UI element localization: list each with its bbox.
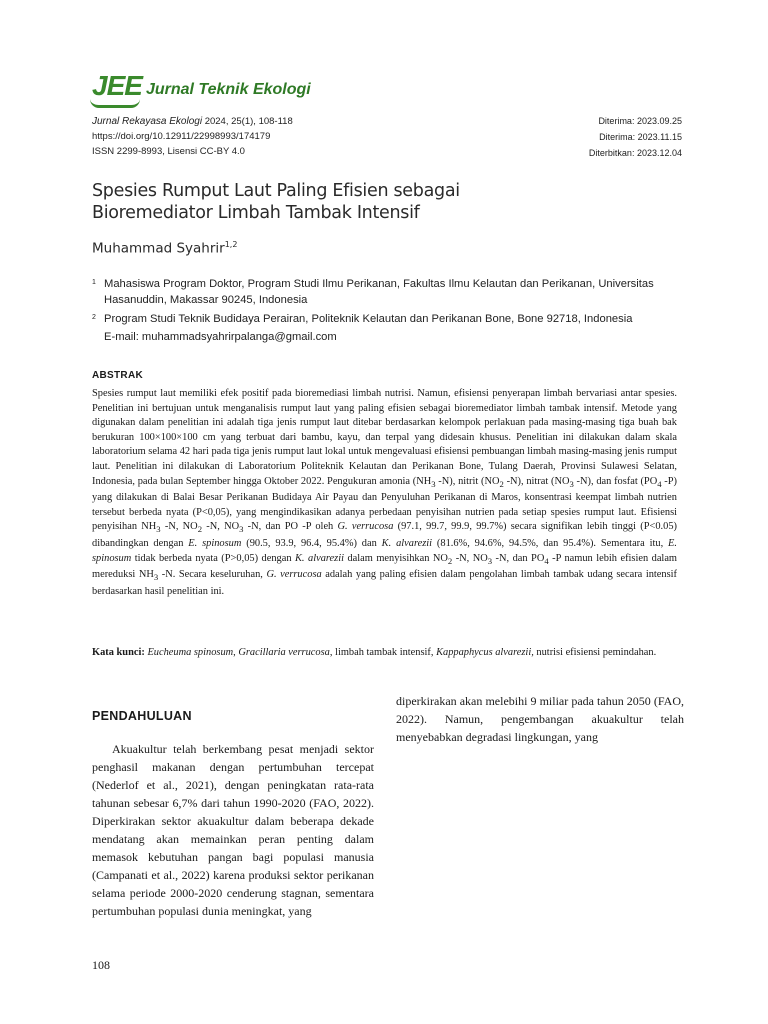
journal-meta — [92, 114, 293, 159]
affiliation-number: 2 — [92, 314, 96, 321]
title-line: Bioremediator Limbah Tambak Intensif — [92, 203, 420, 223]
journal-logo — [92, 72, 311, 100]
page-number: 108 — [92, 958, 110, 972]
logo-abbr: JEE — [92, 72, 142, 100]
date-received: Diterima: 2023.09.25 — [598, 116, 682, 126]
logo-name: Jurnal Teknik Ekologi — [145, 81, 311, 98]
title-line: Spesies Rumput Laut Paling Efisien sebagai — [92, 181, 460, 201]
journal-info: 2024, 25(1), 108-118 — [202, 116, 293, 127]
doi-link[interactable]: https://doi.org/10.12911/22998993/174179 — [92, 131, 271, 142]
affiliation-number: 1 — [92, 279, 96, 286]
issn: ISSN 2299-8993, Lisensi CC-BY 4.0 — [92, 146, 245, 157]
article-title — [92, 180, 652, 224]
affiliation-text: Program Studi Teknik Budidaya Perairan, Politeknik Kelautan dan Perikanan Bone, Bone 92718, Indonesia — [104, 313, 633, 325]
journal-name: Jurnal Rekayasa Ekologi — [92, 116, 203, 127]
date-published: Diterbitkan: 2023.12.04 — [588, 148, 682, 158]
journal-citation — [92, 114, 293, 129]
author — [92, 240, 237, 257]
author-affil-ref: 1,2 — [224, 240, 238, 249]
author-email[interactable]: E-mail: muhammadsyahrirpalanga@gmail.com — [104, 330, 337, 343]
section-heading-introduction: PENDAHULUAN — [92, 709, 192, 723]
article-dates — [589, 113, 682, 161]
abstract-text: Spesies rumput laut memiliki efek positif pada bioremediasi limbah nutrisi. Namun, efisiensi penyerapan limbah bervariasi antar spesies. Penelitian ini bertujuan untuk menganalisis rumput laut yang paling efisien sebagai bioremediator limbah tambak intensif. Metode yang digunakan dalam penelitian ini adalah tiga jenis rumput laut ditebar berdasarkan kelompok perlakuan pada masing-masing tiga buah bak berukuran 100×100×100 cm yang terbuat dari bambu, kayu, dan terpal yang didesain khusus. Penelitian ini dilakukan dalam skala laboratorium selama 42 hari pada tiga jenis rumput laut lokal untuk mengevaluasi efisiensi pembuangan limbah masing-masing jenis rumput laut. Penelitian ini dilakukan di Laboratorium Politeknik Kelautan dan Perikanan Bone, Tulang Daerah, Provinsi Sulawesi Selatan, Indonesia, pada bulan September hingga Oktober 2022. Pengukuran amonia ($NH_3$ -N), nitrit ($NO_2$ -N), nitrat ($NO_3$ -N), dan fosfat ($PO_4$ -P) yang dilakukan di Balai Besar Perikanan Budidaya Air Payau dan Penyuluhan Perikanan di Maros, konsentrasi keempat limbah nutrien tersebut berbeda nyata (P<0,05), yang mengindikasikan adanya perbedaan penyisihan nutrien pada setiap spesies rumput laut. Efisiensi penyisihan $NH_3$ -N, $NO_2$ -N, $NO_3$ -N, dan PO -P oleh G. verrucosa (97.1, 99.7, 99.9, 99.7%) secara signifikan lebih tinggi (P<0.05) dibandingkan dengan E. spinosum (90.5, 93.9, 96.4, 95.4%) dan K. alvarezii (81.6%, 94.6%, 94.5%, dan 95.4%). Sementara itu, E. spinosum tidak berbeda nyata (P>0,05) dengan K. alvarezii dalam menyisihkan $NO_2$ -N, $NO_3$ -N, dan $PO_4$ -P namun lebih efisien dalam mereduksi $NH_3$ -N. Secara keseluruhan, G. verrucosa adalah yang paling efisien dalam pengolahan limbah tambak udang secara intensif berdasarkan hasil penelitian ini. — [92, 388, 678, 598]
affiliation-text: Mahasiswa Program Doktor, Program Studi Ilmu Perikanan, Fakultas Ilmu Kelautan dan Perikanan, Universitas Hasanuddin, Makassar 90245, Indonesia — [104, 278, 654, 306]
affiliation-item — [92, 312, 692, 328]
abstract-heading: ABSTRAK — [92, 370, 143, 381]
body-text-right-column: diperkirakan akan melebihi 9 miliar pada tahun 2050 (FAO, 2022). Namun, pengembangan akuakultur telah menyebabkan degradasi lingkungan, yang — [396, 694, 684, 744]
affiliations — [92, 277, 692, 345]
affiliation-item — [92, 277, 692, 308]
keywords-label: Kata kunci: — [92, 647, 145, 658]
date-accepted: Diterima: 2023.11.15 — [599, 132, 682, 142]
keywords: Kata kunci: Eucheuma spinosum, Gracillaria verrucosa, limbah tambak intensif, Kappaphycus alvarezii, nutrisi efisiensi pemindahan. — [92, 647, 657, 658]
author-name: Muhammad Syahrir — [92, 240, 225, 257]
body-text-left-column: Akuakultur telah berkembang pesat menjadi sektor penghasil makanan dengan pertumbuhan tercepat (Nederlof et al., 2021), dengan peningkatan rata-rata tahunan sebesar 6,7% dari tahun 1990-2020 (FAO, 2022). Diperkirakan sektor akuakultur dalam beberapa dekade mendatang akan memainkan peran penting dalam memasok kebutuhan pangan bagi populasi manusia (Campanati et al., 2022) karena produksi sektor perikanan selama periode 2000-2020 cenderung stagnan, sementara pertumbuhan populasi dunia meningkat, yang — [92, 742, 374, 918]
logo-swoosh — [90, 99, 140, 108]
